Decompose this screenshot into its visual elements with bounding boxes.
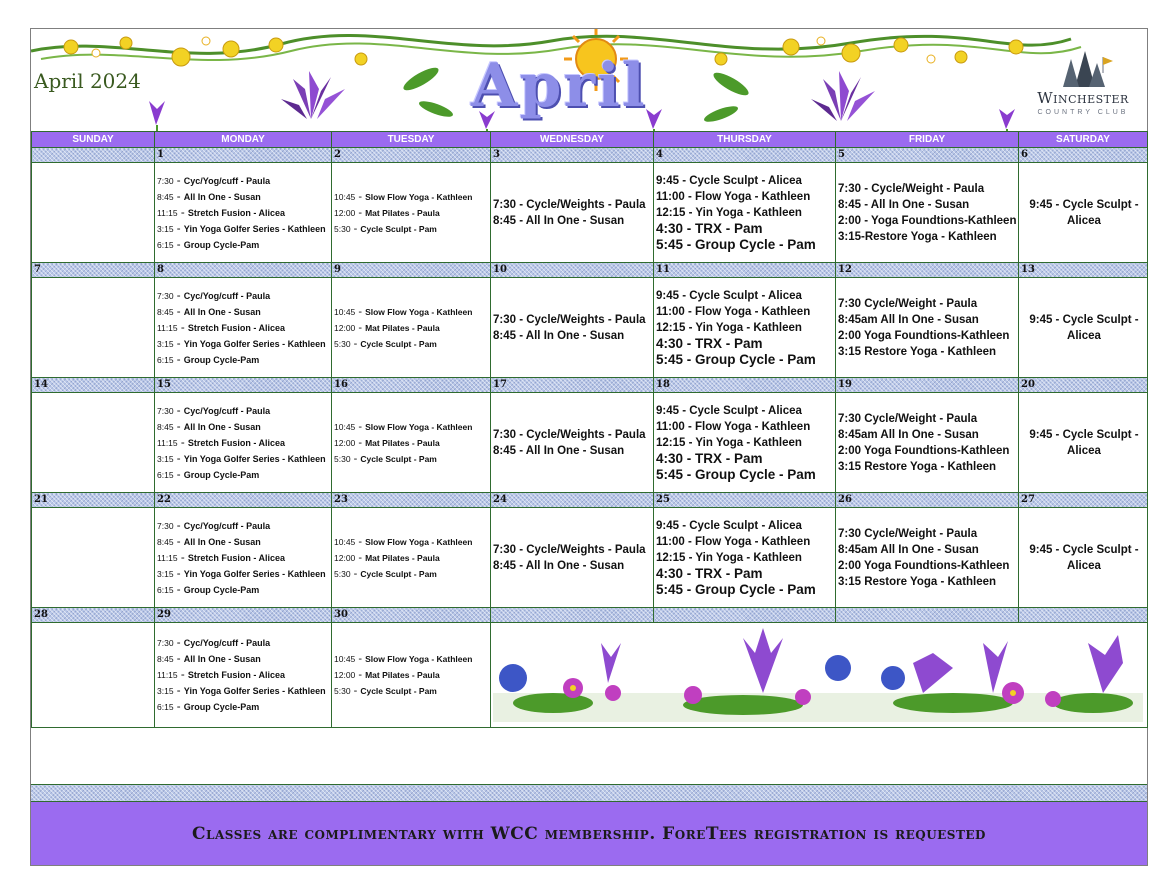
class-entry: 12:00 - Mat Pilates - Paula	[334, 206, 440, 219]
class-name: Slow Flow Yoga - Kathleen	[365, 536, 473, 547]
class-entry: 6:15 - Group Cycle-Pam	[157, 238, 260, 251]
date-number: 6	[1019, 148, 1148, 163]
class-entry: 12:00 - Mat Pilates - Paula	[334, 321, 440, 334]
class-entry: 7:30 Cycle/Weight - Paula	[838, 527, 978, 540]
date-number: 28	[32, 608, 155, 623]
class-time: 11:15	[157, 670, 178, 680]
weekday-monday: MONDAY	[155, 132, 332, 148]
date-number: 27	[1019, 493, 1148, 508]
date-number: 5	[836, 148, 1019, 163]
class-name: Slow Flow Yoga - Kathleen	[365, 654, 473, 664]
weekday-friday: FRIDAY	[836, 132, 1019, 148]
class-time: 5:30	[334, 453, 351, 464]
class-time: 10:45	[334, 191, 356, 202]
class-entry: 12:15 - Yin Yoga - Kathleen	[656, 206, 802, 219]
tuesday-cell	[332, 623, 491, 728]
sunday-cell	[32, 163, 155, 263]
class-name: Stretch Fusion - Alicea	[187, 322, 286, 333]
class-entry: 7:30 - Cycle/Weight - Paula	[838, 182, 985, 195]
class-entry: 11:00 - Flow Yoga - Kathleen	[656, 535, 811, 548]
footer-note: Classes are complimentary with WCC membership. ForeTees registration is requested	[31, 802, 1147, 865]
date-number: 2	[332, 148, 491, 163]
class-time: 8:45	[157, 306, 174, 317]
date-number: 16	[332, 378, 491, 393]
date-number: 17	[491, 378, 654, 393]
class-time: 5:30	[334, 223, 351, 234]
weekday-thursday: THURSDAY	[654, 132, 836, 148]
tuesday-cell	[332, 393, 491, 493]
flower-border-illustration	[493, 623, 1143, 722]
weekday-header-row	[32, 132, 1148, 148]
class-name: Mat Pilates - Paula	[365, 322, 440, 333]
month-year-title: April 2024	[34, 69, 141, 93]
class-entry: 3:15 - Yin Yoga Golfer Series - Kathleen	[157, 337, 326, 350]
date-number: 21	[32, 493, 155, 508]
class-entry: 9:45 - Cycle Sculpt - Alicea	[1029, 198, 1139, 227]
class-schedule-row	[32, 623, 1148, 728]
class-name: Yin Yoga Golfer Series - Kathleen	[183, 686, 326, 696]
wednesday-cell	[491, 508, 654, 608]
class-entry: 11:00 - Flow Yoga - Kathleen	[656, 305, 811, 318]
class-time: 6:15	[157, 584, 174, 595]
class-name: Group Cycle-Pam	[183, 469, 260, 480]
class-name: Stretch Fusion - Alicea	[187, 437, 286, 448]
class-entry: 5:45 - Group Cycle - Pam	[656, 236, 816, 252]
class-schedule-row	[32, 508, 1148, 608]
class-entry: 7:30 - Cycle/Weights - Paula	[493, 313, 646, 326]
date-number: 23	[332, 493, 491, 508]
friday-cell	[836, 508, 1019, 608]
class-entry: 12:15 - Yin Yoga - Kathleen	[656, 551, 802, 564]
date-number: 12	[836, 263, 1019, 278]
date-number: 22	[155, 493, 332, 508]
class-time: 8:45	[157, 191, 174, 202]
calendar-grid	[31, 131, 1148, 728]
class-entry: 8:45 - All In One - Susan	[157, 420, 261, 433]
class-time: 8:45	[157, 536, 174, 547]
date-number	[654, 608, 836, 623]
weekday-sunday: SUNDAY	[32, 132, 155, 148]
class-entry: 8:45 - All In One - Susan	[493, 444, 625, 457]
class-time: 12:00	[334, 207, 356, 218]
class-entry: 8:45am All In One - Susan	[838, 543, 979, 556]
class-entry: 12:00 - Mat Pilates - Paula	[334, 551, 440, 564]
class-time: 11:15	[157, 322, 178, 333]
class-entry: 12:00 - Mat Pilates - Paula	[334, 436, 440, 449]
class-entry: 6:15 - Group Cycle-Pam	[157, 353, 260, 366]
class-entry: 7:30 - Cycle/Weights - Paula	[493, 198, 646, 211]
class-entry: 3:15 Restore Yoga - Kathleen	[838, 575, 997, 588]
date-number	[836, 608, 1019, 623]
friday-cell	[836, 163, 1019, 263]
wednesday-cell	[491, 393, 654, 493]
date-number-row	[32, 148, 1148, 163]
class-time: 6:15	[157, 354, 174, 365]
monday-cell	[155, 163, 332, 263]
class-name: Mat Pilates - Paula	[365, 552, 440, 563]
class-entry: 11:00 - Flow Yoga - Kathleen	[656, 190, 811, 203]
weeks-body	[32, 148, 1148, 728]
class-name: Stretch Fusion - Alicea	[187, 207, 286, 218]
date-number: 8	[155, 263, 332, 278]
class-entry: 2:00 Yoga Foundtions-Kathleen	[838, 444, 1010, 457]
saturday-cell	[1019, 508, 1148, 608]
sunday-cell	[32, 623, 155, 728]
class-name: All In One - Susan	[183, 191, 261, 202]
class-time: 11:15	[157, 437, 178, 448]
class-entry: 6:15 - Group Cycle-Pam	[157, 701, 260, 713]
class-name: Mat Pilates - Paula	[365, 670, 440, 680]
class-entry: 10:45 - Slow Flow Yoga - Kathleen	[334, 535, 473, 548]
sunday-cell	[32, 508, 155, 608]
date-number: 9	[332, 263, 491, 278]
monday-cell	[155, 508, 332, 608]
class-entry: 10:45 - Slow Flow Yoga - Kathleen	[334, 305, 473, 318]
calendar-frame	[30, 28, 1148, 866]
class-entry: 5:30 - Cycle Sculpt - Pam	[334, 685, 437, 697]
class-entry: 7:30 - Cycle/Weights - Paula	[493, 543, 646, 556]
class-name: Stretch Fusion - Alicea	[187, 552, 286, 563]
class-entry: 7:30 - Cyc/Yog/cuff - Paula	[157, 637, 271, 649]
class-entry: 3:15 - Yin Yoga Golfer Series - Kathleen	[157, 452, 326, 465]
class-name: Slow Flow Yoga - Kathleen	[365, 191, 473, 202]
class-entry: 11:15 - Stretch Fusion - Alicea	[157, 669, 286, 681]
class-time: 11:15	[157, 207, 178, 218]
friday-cell	[836, 278, 1019, 378]
class-time: 6:15	[157, 239, 174, 250]
class-entry: 3:15 Restore Yoga - Kathleen	[838, 460, 997, 473]
class-name: Mat Pilates - Paula	[365, 437, 440, 448]
class-entry: 7:30 Cycle/Weight - Paula	[838, 297, 978, 310]
class-time: 3:15	[157, 686, 174, 696]
class-time: 3:15	[157, 453, 174, 464]
class-time: 7:30	[157, 175, 174, 186]
date-number: 3	[491, 148, 654, 163]
thursday-cell	[654, 163, 836, 263]
wednesday-cell	[491, 278, 654, 378]
date-number: 20	[1019, 378, 1148, 393]
class-time: 7:30	[157, 290, 174, 301]
class-name: Group Cycle-Pam	[183, 702, 260, 712]
class-schedule-row	[32, 393, 1148, 493]
class-entry: 5:30 - Cycle Sculpt - Pam	[334, 337, 437, 350]
class-time: 11:15	[157, 552, 178, 563]
class-time: 3:15	[157, 338, 174, 349]
sunday-cell	[32, 393, 155, 493]
class-entry: 3:15 - Yin Yoga Golfer Series - Kathleen	[157, 685, 326, 697]
weekday-wednesday: WEDNESDAY	[491, 132, 654, 148]
class-schedule-row	[32, 163, 1148, 263]
monday-cell	[155, 623, 332, 728]
class-name: Group Cycle-Pam	[183, 354, 260, 365]
class-name: All In One - Susan	[183, 421, 261, 432]
class-entry: 7:30 - Cyc/Yog/cuff - Paula	[157, 174, 271, 187]
class-entry: 8:45 - All In One - Susan	[493, 329, 625, 342]
class-time: 8:45	[157, 654, 174, 664]
class-entry: 5:30 - Cycle Sculpt - Pam	[334, 567, 437, 580]
class-entry: 6:15 - Group Cycle-Pam	[157, 468, 260, 481]
class-name: Group Cycle-Pam	[183, 584, 260, 595]
class-time: 12:00	[334, 552, 356, 563]
date-number-row	[32, 378, 1148, 393]
class-entry: 7:30 - Cycle/Weights - Paula	[493, 428, 646, 441]
class-name: Cycle Sculpt - Pam	[360, 338, 437, 349]
saturday-cell	[1019, 393, 1148, 493]
thursday-cell	[654, 508, 836, 608]
class-name: Slow Flow Yoga - Kathleen	[365, 421, 473, 432]
class-entry: 9:45 - Cycle Sculpt - Alicea	[1029, 428, 1139, 457]
class-entry: 4:30 - TRX - Pam	[656, 565, 763, 581]
class-entry: 8:45 - All In One - Susan	[493, 214, 625, 227]
class-entry: 8:45 - All In One - Susan	[157, 305, 261, 318]
class-name: Slow Flow Yoga - Kathleen	[365, 306, 473, 317]
date-number: 4	[654, 148, 836, 163]
class-entry: 8:45 - All In One - Susan	[157, 190, 261, 203]
winchester-logo	[1023, 43, 1143, 123]
pine-trees-icon	[1023, 43, 1143, 89]
class-entry: 7:30 - Cyc/Yog/cuff - Paula	[157, 404, 271, 417]
class-name: Group Cycle-Pam	[183, 239, 260, 250]
logo-name: Winchester	[1037, 89, 1129, 107]
class-time: 7:30	[157, 520, 174, 531]
class-entry: 4:30 - TRX - Pam	[656, 335, 763, 351]
saturday-cell	[1019, 278, 1148, 378]
class-entry: 5:45 - Group Cycle - Pam	[656, 466, 816, 482]
class-entry: 10:45 - Slow Flow Yoga - Kathleen	[334, 653, 473, 665]
date-number: 19	[836, 378, 1019, 393]
date-number-row	[32, 608, 1148, 623]
class-name: Cyc/Yog/cuff - Paula	[183, 405, 271, 416]
class-entry: 3:15-Restore Yoga - Kathleen	[838, 230, 997, 243]
class-time: 12:00	[334, 437, 356, 448]
class-name: Cycle Sculpt - Pam	[360, 686, 437, 696]
date-number: 13	[1019, 263, 1148, 278]
class-time: 5:30	[334, 686, 351, 696]
date-number-row	[32, 493, 1148, 508]
class-entry: 12:00 - Mat Pilates - Paula	[334, 669, 440, 681]
class-entry: 3:15 - Yin Yoga Golfer Series - Kathleen	[157, 567, 326, 580]
monday-cell	[155, 278, 332, 378]
class-entry: 9:45 - Cycle Sculpt - Alicea	[1029, 313, 1139, 342]
date-number: 24	[491, 493, 654, 508]
date-number: 30	[332, 608, 491, 623]
date-number: 11	[654, 263, 836, 278]
footer-band	[31, 784, 1147, 802]
class-entry: 5:30 - Cycle Sculpt - Pam	[334, 452, 437, 465]
class-entry: 2:00 Yoga Foundtions-Kathleen	[838, 329, 1010, 342]
tuesday-cell	[332, 278, 491, 378]
class-entry: 8:45 - All In One - Susan	[157, 535, 261, 548]
class-time: 3:15	[157, 223, 174, 234]
class-name: Cyc/Yog/cuff - Paula	[183, 638, 271, 648]
date-number: 7	[32, 263, 155, 278]
class-entry: 3:15 Restore Yoga - Kathleen	[838, 345, 997, 358]
class-entry: 5:30 - Cycle Sculpt - Pam	[334, 222, 437, 235]
class-entry: 11:15 - Stretch Fusion - Alicea	[157, 551, 286, 564]
class-time: 6:15	[157, 469, 174, 480]
date-number: 29	[155, 608, 332, 623]
class-name: Cycle Sculpt - Pam	[360, 223, 437, 234]
class-name: Stretch Fusion - Alicea	[187, 670, 286, 680]
class-schedule-row	[32, 278, 1148, 378]
date-number: 25	[654, 493, 836, 508]
class-entry: 8:45am All In One - Susan	[838, 313, 979, 326]
class-name: Yin Yoga Golfer Series - Kathleen	[183, 338, 326, 349]
class-time: 8:45	[157, 421, 174, 432]
date-number	[491, 608, 654, 623]
date-number: 15	[155, 378, 332, 393]
class-entry: 10:45 - Slow Flow Yoga - Kathleen	[334, 190, 473, 203]
class-time: 7:30	[157, 405, 174, 416]
sunday-cell	[32, 278, 155, 378]
date-number-row	[32, 263, 1148, 278]
class-entry: 7:30 Cycle/Weight - Paula	[838, 412, 978, 425]
class-entry: 2:00 - Yoga Foundtions-Kathleen	[838, 214, 1017, 227]
class-entry: 12:15 - Yin Yoga - Kathleen	[656, 436, 802, 449]
thursday-cell	[654, 393, 836, 493]
class-time: 10:45	[334, 306, 356, 317]
logo-subtitle: COUNTRY CLUB	[1037, 109, 1129, 116]
monday-cell	[155, 393, 332, 493]
april-wordart: April	[471, 51, 647, 121]
class-name: Cyc/Yog/cuff - Paula	[183, 175, 271, 186]
date-number: 14	[32, 378, 155, 393]
class-entry: 7:30 - Cyc/Yog/cuff - Paula	[157, 519, 271, 532]
date-number: 1	[155, 148, 332, 163]
class-name: Cycle Sculpt - Pam	[360, 568, 437, 579]
class-name: Cyc/Yog/cuff - Paula	[183, 520, 271, 531]
class-entry: 8:45am All In One - Susan	[838, 428, 979, 441]
date-number: 26	[836, 493, 1019, 508]
saturday-cell	[1019, 163, 1148, 263]
class-time: 10:45	[334, 654, 356, 664]
class-name: All In One - Susan	[183, 536, 261, 547]
class-name: Cycle Sculpt - Pam	[360, 453, 437, 464]
class-time: 7:30	[157, 638, 174, 648]
class-entry: 12:15 - Yin Yoga - Kathleen	[656, 321, 802, 334]
class-time: 5:30	[334, 338, 351, 349]
class-entry: 9:45 - Cycle Sculpt - Alicea	[656, 404, 802, 417]
tuesday-cell	[332, 508, 491, 608]
class-entry: 9:45 - Cycle Sculpt - Alicea	[656, 519, 802, 532]
thursday-cell	[654, 278, 836, 378]
class-time: 6:15	[157, 702, 174, 712]
class-entry: 9:45 - Cycle Sculpt - Alicea	[656, 289, 802, 302]
class-name: Yin Yoga Golfer Series - Kathleen	[183, 453, 326, 464]
date-number	[32, 148, 155, 163]
class-entry: 4:30 - TRX - Pam	[656, 220, 763, 236]
class-entry: 2:00 Yoga Foundtions-Kathleen	[838, 559, 1010, 572]
class-name: Cyc/Yog/cuff - Paula	[183, 290, 271, 301]
class-entry: 9:45 - Cycle Sculpt - Alicea	[656, 174, 802, 187]
class-name: All In One - Susan	[183, 654, 261, 664]
class-name: Yin Yoga Golfer Series - Kathleen	[183, 568, 326, 579]
class-entry: 9:45 - Cycle Sculpt - Alicea	[1029, 543, 1139, 572]
date-number	[1019, 608, 1148, 623]
class-entry: 8:45 - All In One - Susan	[838, 198, 970, 211]
class-entry: 6:15 - Group Cycle-Pam	[157, 583, 260, 596]
date-number: 10	[491, 263, 654, 278]
tuesday-cell	[332, 163, 491, 263]
class-time: 12:00	[334, 670, 356, 680]
class-entry: 8:45 - All In One - Susan	[493, 559, 625, 572]
weekday-saturday: SATURDAY	[1019, 132, 1148, 148]
weekday-tuesday: TUESDAY	[332, 132, 491, 148]
class-time: 12:00	[334, 322, 356, 333]
class-entry: 5:45 - Group Cycle - Pam	[656, 351, 816, 367]
class-time: 10:45	[334, 421, 356, 432]
class-name: Yin Yoga Golfer Series - Kathleen	[183, 223, 326, 234]
class-time: 3:15	[157, 568, 174, 579]
class-entry: 5:45 - Group Cycle - Pam	[656, 581, 816, 597]
class-entry: 8:45 - All In One - Susan	[157, 653, 261, 665]
class-entry: 4:30 - TRX - Pam	[656, 450, 763, 466]
class-entry: 3:15 - Yin Yoga Golfer Series - Kathleen	[157, 222, 326, 235]
class-entry: 11:00 - Flow Yoga - Kathleen	[656, 420, 811, 433]
class-time: 10:45	[334, 536, 356, 547]
date-number: 18	[654, 378, 836, 393]
flower-illustration-cell	[491, 623, 1148, 728]
class-entry: 11:15 - Stretch Fusion - Alicea	[157, 321, 286, 334]
class-entry: 7:30 - Cyc/Yog/cuff - Paula	[157, 289, 271, 302]
class-name: All In One - Susan	[183, 306, 261, 317]
wednesday-cell	[491, 163, 654, 263]
class-entry: 10:45 - Slow Flow Yoga - Kathleen	[334, 420, 473, 433]
class-name: Mat Pilates - Paula	[365, 207, 440, 218]
friday-cell	[836, 393, 1019, 493]
class-entry: 11:15 - Stretch Fusion - Alicea	[157, 436, 286, 449]
header-banner	[31, 29, 1147, 131]
class-time: 5:30	[334, 568, 351, 579]
class-entry: 11:15 - Stretch Fusion - Alicea	[157, 206, 286, 219]
